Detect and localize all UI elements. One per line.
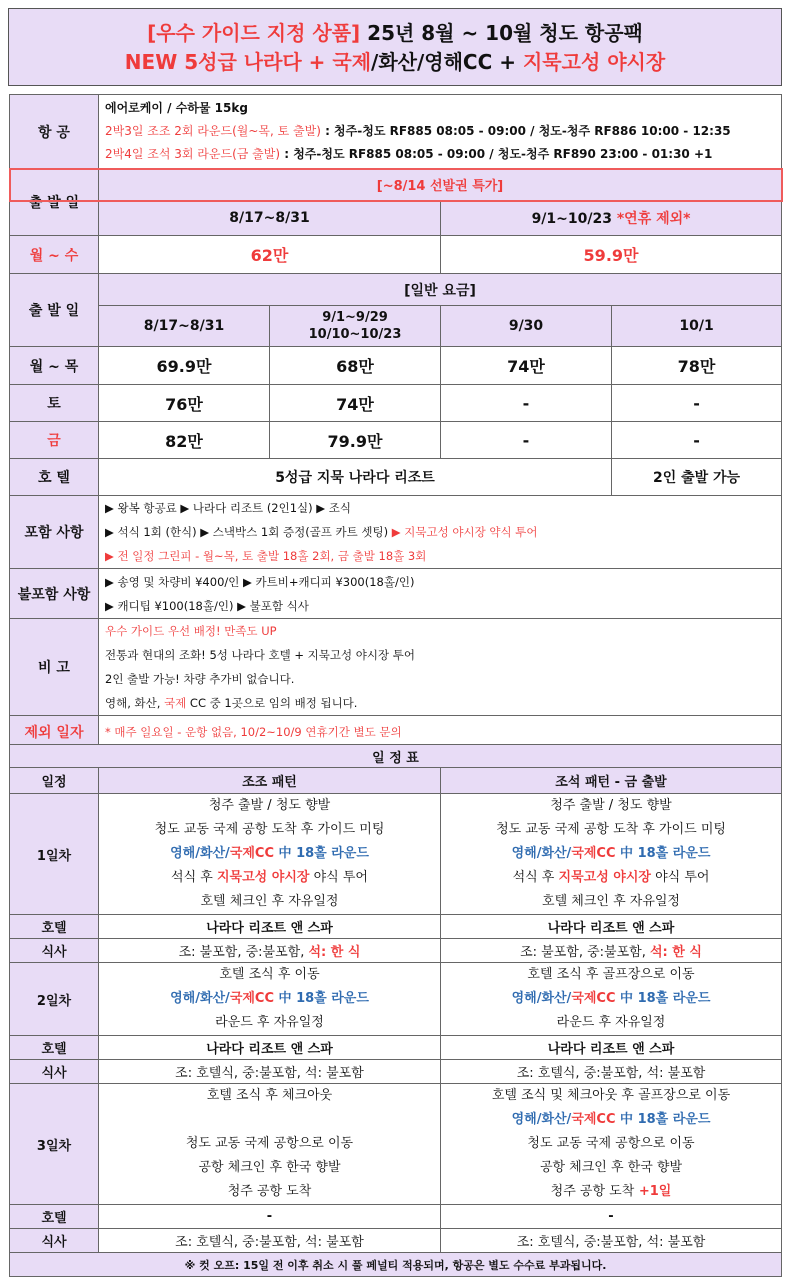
row-label-fri: 금 (10, 422, 99, 459)
d3-a1: 호텔 조식 후 체크아웃 (206, 1088, 333, 1103)
d1-b2: 청도 교동 국제 공항 도착 후 가이드 미팅 (496, 822, 726, 837)
flight-label: 항 공 (10, 95, 99, 169)
d1-b3-round: 中 18홀 라운드 (615, 846, 711, 861)
early-day-label: 월 ~ 수 (10, 236, 99, 274)
col-pattern1: 조조 패턴 (99, 768, 441, 794)
d2-hotel1: 나라다 리조트 앤 스파 (99, 1036, 441, 1060)
row-label-weekday: 월 ~ 목 (10, 347, 99, 385)
d1-hotel2: 나라다 리조트 앤 스파 (441, 915, 782, 939)
d2-hotel2: 나라다 리조트 앤 스파 (441, 1036, 782, 1060)
include-label: 포함 사항 (10, 496, 99, 569)
price-cell: 69.9만 (99, 347, 270, 385)
price-cell: - (441, 385, 612, 422)
d2-b2-round: 中 18홀 라운드 (615, 991, 711, 1006)
early-price1: 62만 (99, 236, 441, 274)
d3-hotel1: - (99, 1205, 441, 1229)
include-line2: ▶ 석식 1회 (한식) ▶ 스낵박스 1회 증정(골프 카트 셋팅) (105, 525, 392, 539)
d2-meal2: 조: 호텔식, 중:불포함, 석: 불포함 (441, 1060, 782, 1084)
d2-a1: 호텔 조식 후 이동 (219, 967, 320, 982)
d3-b3: 청도 교동 국제 공항으로 이동 (527, 1136, 695, 1151)
price-cell: 68만 (270, 347, 441, 385)
regular-period2a: 9/1~9/29 (322, 310, 388, 325)
exclude-line2: ▶ 캐디팁 ¥100(18홀/인) ▶ 불포함 식사 (105, 598, 309, 613)
price-cell: 82만 (99, 422, 270, 459)
title-narada: 나라다 + 국제 (243, 50, 372, 74)
title-market: 지묵고성 야시장 (522, 50, 666, 74)
d1-meal2: 조: 불포함, 중:불포함, (520, 945, 650, 960)
except-text: * 매주 일요일 - 운항 없음, 10/2~10/9 연휴기간 별도 문의 (99, 716, 782, 749)
d3-meal-label: 식사 (10, 1229, 99, 1253)
title-cc: /화산/영해CC + (371, 50, 523, 74)
price-cell: 74만 (441, 347, 612, 385)
flight-r1: : 청주-청도 RF885 08:05 - 09:00 / 청도-청주 RF886 10:00 - 12:35 (320, 124, 731, 138)
early-banner: [~8/14 선발권 특가] (99, 169, 782, 201)
price-cell: 79.9만 (270, 422, 441, 459)
early-period2: 9/1~10/23 (531, 211, 617, 227)
col-pattern2: 조석 패턴 - 금 출발 (441, 768, 782, 794)
d1-a3: 영해/화산/ (170, 846, 230, 861)
d1-hotel1: 나라다 리조트 앤 스파 (99, 915, 441, 939)
d3-meal2: 조: 호텔식, 중:불포함, 석: 불포함 (441, 1229, 782, 1253)
d1-a5: 호텔 체크인 후 자유일정 (200, 894, 339, 909)
d3-b5-plus: +1일 (634, 1184, 672, 1199)
d3-b2: 영해/화산/ (511, 1112, 572, 1127)
d2-a3: 라운드 후 자유일정 (215, 1015, 324, 1030)
d3-a2: 청도 교동 국제 공항으로 이동 (185, 1136, 354, 1151)
early-price2: 59.9만 (441, 236, 782, 274)
except-label: 제외 일자 (10, 716, 99, 749)
d1-b1: 청주 출발 / 청도 향발 (550, 798, 672, 813)
regular-label: 출 발 일 (10, 274, 99, 347)
regular-period4: 10/1 (612, 306, 782, 347)
early-label: 출 발 일 (10, 169, 99, 236)
d1-a4: 석식 후 (171, 870, 217, 885)
d2-a2-cc: 국제CC (229, 991, 275, 1006)
regular-banner: [일반 요금] (99, 274, 782, 306)
remark-line4: 영해, 화산, (105, 696, 165, 710)
day3-label: 3일차 (10, 1084, 99, 1205)
price-table (9, 94, 782, 749)
price-cell: 74만 (270, 385, 441, 422)
d2-meal1: 조: 호텔식, 중:불포함, 석: 불포함 (99, 1060, 441, 1084)
regular-period1: 8/17~8/31 (99, 306, 270, 347)
hotel-label: 호 텔 (10, 459, 99, 496)
price-cell: - (441, 422, 612, 459)
title-new: NEW 5성급 (124, 50, 244, 74)
guide-tag: [우수 가이드 지정 상품] (147, 21, 361, 45)
d2-hotel-label: 호텔 (10, 1036, 99, 1060)
remark-line1: 우수 가이드 우선 배정! 만족도 UP (105, 624, 277, 638)
d3-b2-round: 中 18홀 라운드 (615, 1112, 711, 1127)
d1-meal2-dinner: 석: 한 식 (649, 945, 702, 960)
day2-label: 2일차 (10, 963, 99, 1036)
hotel-note: 2인 출발 가능 (612, 459, 782, 496)
product-title-box (8, 8, 782, 86)
day1-label: 1일차 (10, 794, 99, 915)
d3-hotel-label: 호텔 (10, 1205, 99, 1229)
remark-intl: 국제 (164, 696, 187, 710)
col-schedule: 일정 (10, 768, 99, 794)
d3-hotel2: - (441, 1205, 782, 1229)
d2-a2: 영해/화산/ (170, 991, 230, 1006)
d3-a4: 청주 공항 도착 (227, 1184, 312, 1199)
d1-hotel-label: 호텔 (10, 915, 99, 939)
d3-b5: 청주 공항 도착 (550, 1184, 635, 1199)
price-cell: - (612, 385, 782, 422)
early-period1: 8/17~8/31 (99, 201, 441, 236)
regular-period2b: 10/10~10/23 (308, 327, 402, 342)
remark-line2: 전통과 현대의 조화! 5성 나라다 호텔 + 지묵고성 야시장 투어 (105, 648, 415, 662)
cutoff-note: ※ 컷 오프: 15일 전 이후 취소 시 풀 페널티 적용되며, 항공은 별도 수수료 부과됩니다. (10, 1253, 782, 1277)
flight-r1-label: 2박3일 조조 2회 라운드(월~목, 토 출발) (105, 124, 321, 138)
d1-a4-end: 야식 투어 (309, 870, 368, 885)
flight-r2-label: 2박4일 조석 3회 라운드(금 출발) (105, 147, 281, 161)
remark-line3: 2인 출발 가능! 차량 추가비 없습니다. (105, 672, 295, 686)
d1-meal1: 조: 불포함, 중:불포함, (178, 945, 309, 960)
d2-b1: 호텔 조식 후 골프장으로 이동 (527, 967, 695, 982)
d3-b4: 공항 체크인 후 한국 향발 (539, 1160, 683, 1175)
price-cell: 76만 (99, 385, 270, 422)
include-line3: ▶ 전 일정 그린피 - 월~목, 토 출발 18홀 2회, 금 출발 18홀 3회 (105, 549, 427, 563)
remark-line4-end: CC 중 1곳으로 임의 배정 됩니다. (186, 696, 358, 710)
exclude-line1: ▶ 송영 및 차량비 ¥400/인 ▶ 카트비+캐디피 ¥300(18홀/인) (105, 574, 415, 589)
flight-r2: : 청주-청도 RF885 08:05 - 09:00 / 청도-청주 RF890 23:00 - 01:30 +1 (280, 147, 713, 161)
d1-meal-label: 식사 (10, 939, 99, 963)
d1-a1: 청주 출발 / 청도 향발 (208, 798, 331, 813)
itinerary-title: 일 정 표 (10, 745, 782, 768)
d1-b3-cc: 국제CC (571, 846, 616, 861)
d1-b4-market: 지묵고성 야시장 (558, 870, 651, 885)
row-label-sat: 토 (10, 385, 99, 422)
d2-a2-round: 中 18홀 라운드 (274, 991, 369, 1006)
d1-b4: 석식 후 (512, 870, 559, 885)
d2-b2-cc: 국제CC (571, 991, 616, 1006)
include-market: ▶ 지묵고성 야시장 약식 투어 (391, 525, 538, 539)
d1-b4-end: 야식 투어 (650, 870, 710, 885)
title-line1: 25년 8월 ~ 10월 청도 항공팩 (360, 21, 643, 45)
remark-label: 비 고 (10, 619, 99, 716)
d2-b2: 영해/화산/ (511, 991, 572, 1006)
d1-b3: 영해/화산/ (511, 846, 572, 861)
holiday-excl: *연휴 제외* (616, 211, 691, 227)
regular-period3: 9/30 (441, 306, 612, 347)
d1-meal1-dinner: 석: 한 식 (308, 945, 361, 960)
include-line1: ▶ 왕복 항공료 ▶ 나라다 리조트 (2인1실) ▶ 조식 (105, 501, 352, 515)
d3-b1: 호텔 조식 및 체크아웃 후 골프장으로 이동 (491, 1088, 731, 1103)
d1-a3-round: 中 18홀 라운드 (274, 846, 369, 861)
d3-b2-cc: 국제CC (571, 1112, 616, 1127)
price-cell: 78만 (612, 347, 782, 385)
d1-a2: 청도 교동 국제 공항 도착 후 가이드 미팅 (154, 822, 385, 837)
d3-a3: 공항 체크인 후 한국 향발 (198, 1160, 341, 1175)
d2-b3: 라운드 후 자유일정 (556, 1015, 666, 1030)
airline: 에어로케이 / 수하물 15kg (105, 101, 248, 115)
itinerary-table (9, 744, 782, 1277)
d1-a3-cc: 국제CC (229, 846, 275, 861)
d1-b5: 호텔 체크인 후 자유일정 (542, 894, 680, 909)
hotel-name: 5성급 지묵 나라다 리조트 (99, 459, 612, 496)
price-cell: - (612, 422, 782, 459)
d2-meal-label: 식사 (10, 1060, 99, 1084)
d3-meal1: 조: 호텔식, 중:불포함, 석: 불포함 (99, 1229, 441, 1253)
d1-a4-market: 지묵고성 야시장 (217, 870, 310, 885)
exclude-label: 불포함 사항 (10, 569, 99, 619)
